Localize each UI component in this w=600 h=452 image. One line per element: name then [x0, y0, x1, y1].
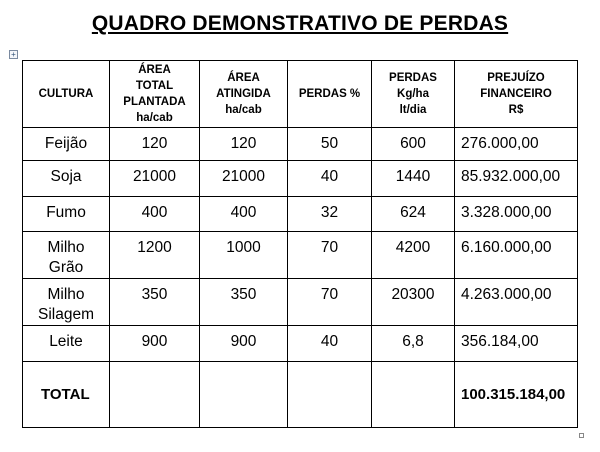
header-line: ha/cab: [225, 104, 262, 116]
header-area-total: [110, 61, 200, 128]
cell-prejuizo: 3.328.000,00: [455, 197, 578, 232]
header-cultura: [23, 61, 110, 128]
cell-area-atingida: 400: [200, 197, 288, 232]
header-perdas-qtd: [372, 61, 455, 128]
cell-area-total: 1200: [110, 232, 200, 279]
total-prejuizo: 100.315.184,00: [455, 362, 578, 428]
cell-area-total: 120: [110, 128, 200, 161]
cultura-line: Fumo: [46, 204, 86, 221]
empty-cell: [110, 362, 200, 428]
table-row: [23, 232, 578, 279]
cell-prejuizo: 356.184,00: [455, 326, 578, 362]
header-line: Kg/ha: [397, 88, 429, 100]
cultura-line: Soja: [50, 168, 82, 185]
table-move-handle-icon[interactable]: +: [9, 50, 18, 59]
empty-cell: [372, 362, 455, 428]
cell-perdas-pct: 32: [288, 197, 372, 232]
cell-prejuizo: 276.000,00: [455, 128, 578, 161]
empty-cell: [200, 362, 288, 428]
header-area-atingida: [200, 61, 288, 128]
header-line: R$: [508, 104, 524, 116]
cell-cultura: [23, 232, 110, 279]
cell-area-atingida: 900: [200, 326, 288, 362]
losses-table: [22, 60, 578, 428]
cell-area-atingida: 120: [200, 128, 288, 161]
cell-perdas-pct: 70: [288, 232, 372, 279]
total-label: TOTAL: [23, 362, 110, 428]
cell-perdas-qtd: 624: [372, 197, 455, 232]
header-line: ha/cab: [136, 112, 173, 124]
header-line: FINANCEIRO: [480, 88, 552, 100]
table-row: [23, 279, 578, 326]
cell-perdas-pct: 50: [288, 128, 372, 161]
cell-perdas-pct: 40: [288, 326, 372, 362]
cell-perdas-qtd: 600: [372, 128, 455, 161]
header-line: ATINGIDA: [216, 88, 271, 100]
cell-perdas-qtd: 4200: [372, 232, 455, 279]
cell-perdas-pct: 70: [288, 279, 372, 326]
table-row: [23, 161, 578, 197]
cell-prejuizo: 6.160.000,00: [455, 232, 578, 279]
page-title: QUADRO DEMONSTRATIVO DE PERDAS: [91, 12, 509, 35]
cell-cultura: [23, 326, 110, 362]
cell-cultura: [23, 128, 110, 161]
header-perdas-pct: [288, 61, 372, 128]
cell-cultura: [23, 279, 110, 326]
header-line: TOTAL: [135, 80, 174, 92]
cell-area-total: 350: [110, 279, 200, 326]
cell-cultura: [23, 161, 110, 197]
table-resize-handle[interactable]: [579, 433, 584, 438]
cell-perdas-pct: 40: [288, 161, 372, 197]
cell-prejuizo: 85.932.000,00: [455, 161, 578, 197]
table-header-row: [23, 61, 578, 128]
cell-area-total: 900: [110, 326, 200, 362]
cultura-line: Grão: [48, 259, 84, 276]
header-line: lt/dia: [399, 104, 427, 116]
cell-area-atingida: 21000: [200, 161, 288, 197]
header-line: PERDAS: [389, 72, 437, 84]
cell-perdas-qtd: 20300: [372, 279, 455, 326]
cultura-line: Silagem: [38, 306, 94, 323]
cultura-line: Leite: [49, 333, 83, 350]
cell-prejuizo: 4.263.000,00: [455, 279, 578, 326]
cell-area-total: 400: [110, 197, 200, 232]
header-line: PERDAS %: [298, 88, 361, 100]
cultura-line: Feijão: [44, 135, 88, 152]
empty-cell: [288, 362, 372, 428]
cultura-line: Milho: [47, 239, 85, 256]
cell-area-total: 21000: [110, 161, 200, 197]
cell-perdas-qtd: 1440: [372, 161, 455, 197]
header-line: PREJUÍZO: [487, 72, 545, 84]
table-row: [23, 326, 578, 362]
table-row: [23, 128, 578, 161]
header-line: ÁREA: [138, 64, 171, 76]
cell-perdas-qtd: 6,8: [372, 326, 455, 362]
header-line: PLANTADA: [123, 96, 186, 108]
header-line: ÁREA: [227, 72, 260, 84]
total-row: [23, 362, 578, 428]
cell-cultura: [23, 197, 110, 232]
header-prejuizo: [455, 61, 578, 128]
header-line: CULTURA: [38, 88, 94, 100]
cultura-line: Milho: [47, 286, 85, 303]
cell-area-atingida: 350: [200, 279, 288, 326]
table-row: [23, 197, 578, 232]
cell-area-atingida: 1000: [200, 232, 288, 279]
